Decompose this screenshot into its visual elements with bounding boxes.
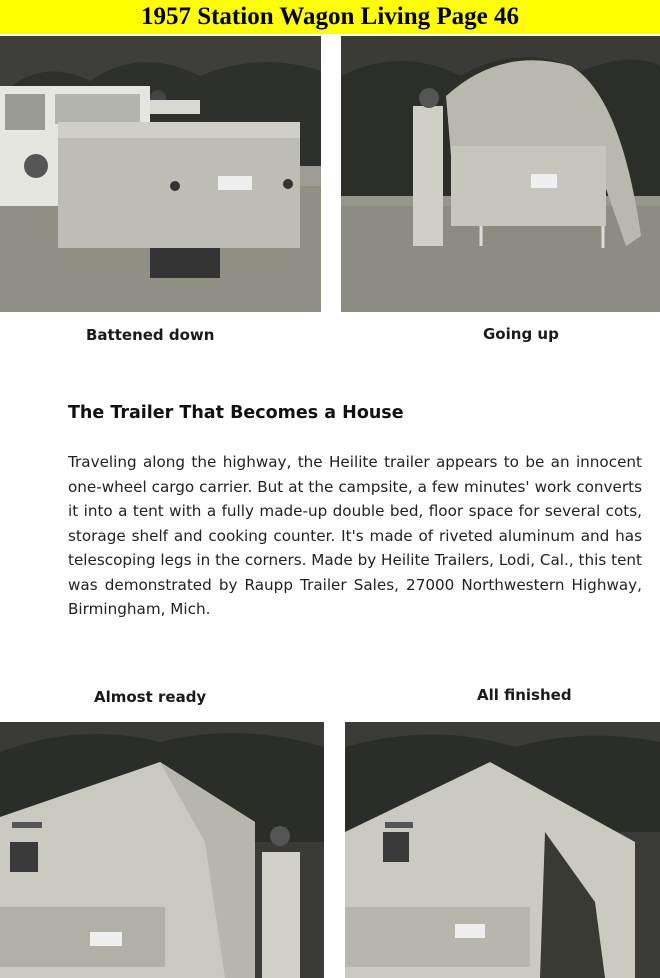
photo-all-finished (345, 722, 660, 978)
photo-going-up (341, 36, 660, 312)
photo-battened-down (0, 36, 321, 312)
photo-almost-ready (0, 722, 324, 978)
article-headline: The Trailer That Becomes a House (68, 403, 404, 423)
caption-all-finished: All finished (477, 686, 572, 704)
caption-almost-ready: Almost ready (94, 688, 207, 706)
page-banner (0, 0, 660, 34)
caption-going-up: Going up (483, 325, 559, 343)
page-title: 1957 Station Wagon Living Page 46 (140, 3, 520, 30)
caption-battened-down: Battened down (86, 326, 215, 344)
article-body: Traveling along the highway, the Heilite trailer appears to be an innocent one-wheel cargo carrier. But at the campsite, a few minutes' work converts it into a tent with a fully made-up double bed, floor space for several cots, storage shelf and cooking counter. It's made of riveted aluminum and has telescoping legs in the corners. Made by Heilite Trailers, Lodi, Cal., this tent was demonstrated by Raupp Trailer Sales, 27000 Northwestern Highway, Birmingham, Mich. (68, 453, 642, 618)
